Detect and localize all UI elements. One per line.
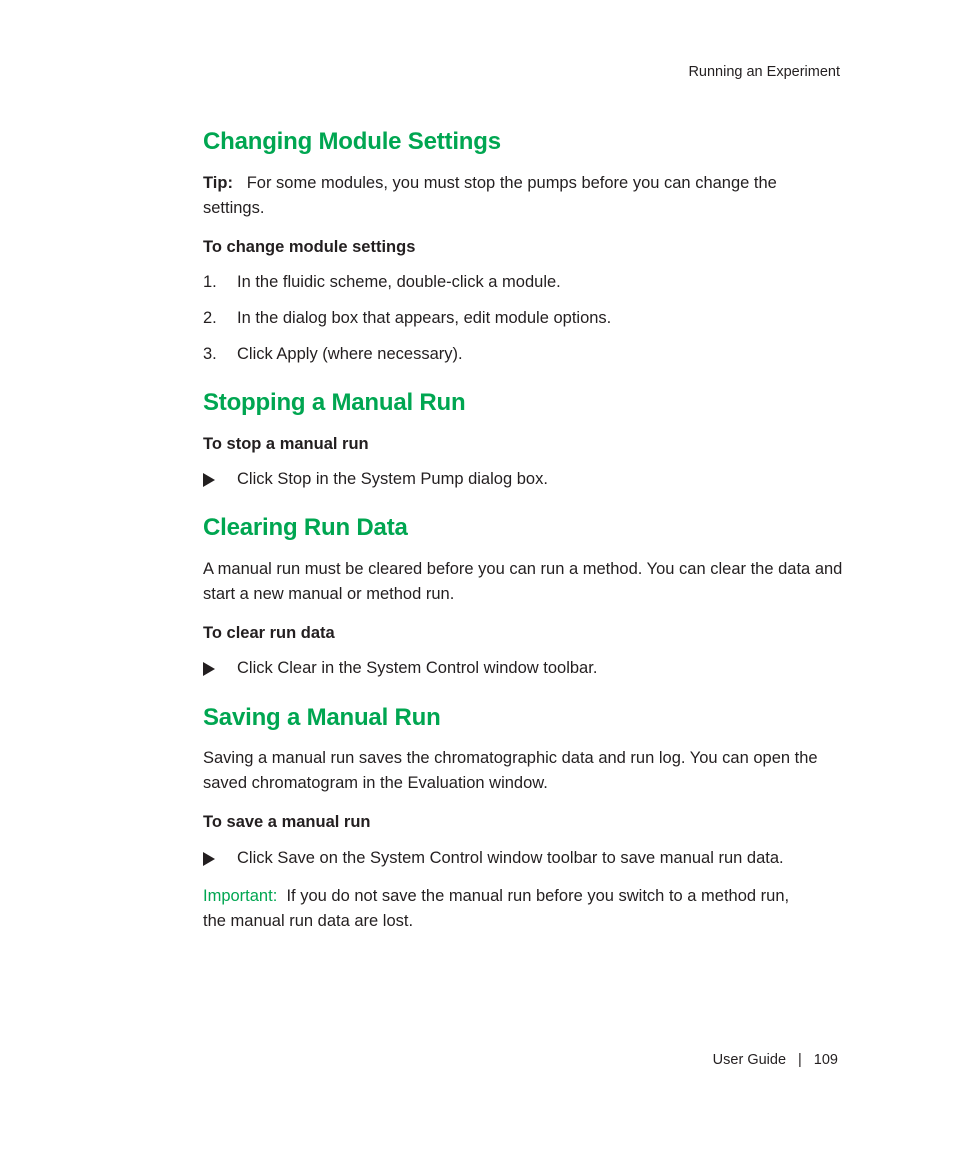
procedure-title-clear-data: To clear run data — [203, 624, 335, 642]
step-number: 1. — [203, 273, 217, 291]
heading-clearing-run-data: Clearing Run Data — [203, 514, 408, 541]
step-text: Click Save on the System Control window toolbar to save manual run data. — [237, 849, 784, 867]
page-number: 109 — [813, 1052, 838, 1068]
step-text: In the fluidic scheme, double-click a module. — [237, 273, 561, 291]
step-text: Click Clear in the System Control window toolbar. — [237, 659, 598, 677]
step-text: In the dialog box that appears, edit module options. — [237, 309, 612, 327]
save-body-paragraph: Saving a manual run saves the chromatographic data and run log. You can open the saved chromatogram in the Evaluation window. — [203, 749, 818, 792]
tip-paragraph — [203, 171, 813, 221]
tip-text: For some modules, you must stop the pumps before you can change the settings. — [203, 174, 777, 217]
footer-separator: | — [798, 1052, 802, 1068]
procedure-title-change-settings: To change module settings — [203, 238, 416, 256]
triangle-bullet-icon — [203, 470, 215, 492]
triangle-bullet-icon — [203, 659, 215, 681]
procedure-title-stop-run: To stop a manual run — [203, 435, 369, 453]
heading-changing-module-settings: Changing Module Settings — [203, 128, 501, 155]
important-label: Important: — [203, 887, 278, 905]
important-text: If you do not save the manual run before you switch to a method run, the manual run data are lost. — [203, 887, 790, 930]
footer-doc-name: User Guide — [712, 1052, 787, 1068]
step-text: Click Apply (where necessary). — [237, 345, 463, 363]
important-note — [203, 884, 793, 934]
step-text: Click Stop in the System Pump dialog box. — [237, 470, 548, 488]
page-footer — [713, 1052, 838, 1068]
heading-saving-manual-run: Saving a Manual Run — [203, 704, 441, 731]
heading-stopping-manual-run: Stopping a Manual Run — [203, 389, 466, 416]
clear-body-paragraph: A manual run must be cleared before you can run a method. You can clear the data and start a new manual or method run. — [203, 560, 843, 603]
running-header: Running an Experiment — [688, 64, 840, 80]
step-number: 3. — [203, 345, 217, 363]
triangle-bullet-icon — [203, 849, 215, 871]
step-number: 2. — [203, 309, 217, 327]
tip-label: Tip: — [203, 174, 233, 192]
procedure-title-save-run: To save a manual run — [203, 813, 371, 831]
